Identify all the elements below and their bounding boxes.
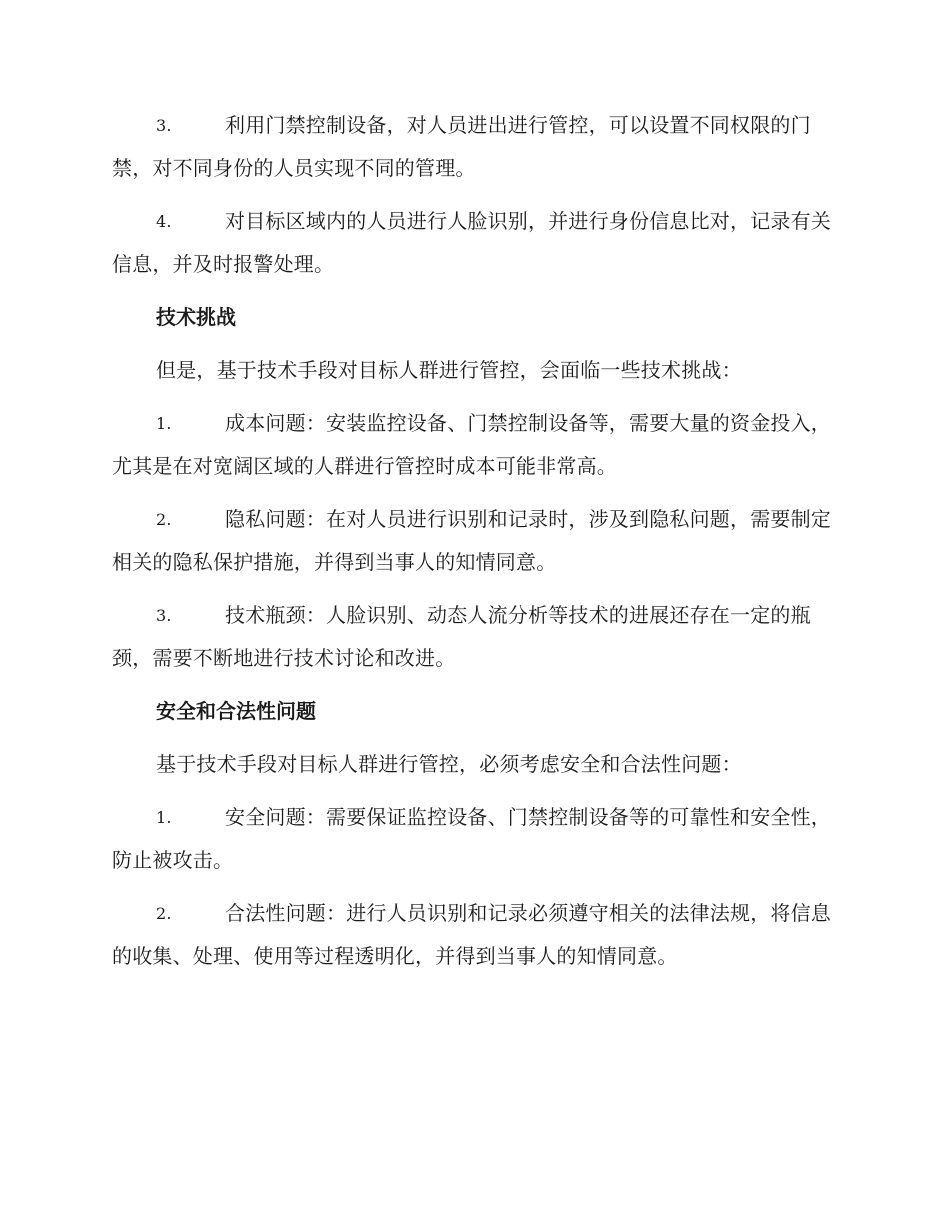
list-text: 合法性问题：进行人员识别和记录必须遵守相关的法律法规，将信息的收集、处理、使用等过程透明化，并得到当事人的知情同意。 bbox=[112, 901, 831, 968]
list-text: 隐私问题：在对人员进行识别和记录时，涉及到隐私问题，需要制定相关的隐私保护措施，并得到当事人的知情同意。 bbox=[112, 507, 831, 574]
list-text: 安全问题：需要保证监控设备、门禁控制设备等的可靠性和安全性，防止被攻击。 bbox=[112, 805, 831, 872]
section-intro: 但是，基于技术手段对目标人群进行管控，会面临一些技术挑战： bbox=[156, 358, 742, 382]
section-heading-tech-challenges: 技术挑战 bbox=[156, 305, 236, 329]
list-number: 2. bbox=[156, 904, 172, 923]
list-item bbox=[112, 402, 832, 488]
list-number: 3. bbox=[156, 116, 172, 135]
list-text: 技术瓶颈：人脸识别、动态人流分析等技术的进展还存在一定的瓶颈，需要不断地进行技术讨论和改进。 bbox=[112, 603, 811, 670]
list-number: 3. bbox=[156, 606, 172, 625]
list-item bbox=[112, 892, 832, 978]
list-number: 1. bbox=[156, 808, 172, 827]
section-heading-safety-legality: 安全和合法性问题 bbox=[156, 699, 316, 723]
list-item bbox=[112, 498, 832, 584]
list-item bbox=[112, 594, 832, 680]
section-intro: 基于技术手段对目标人群进行管控，必须考虑安全和合法性问题： bbox=[156, 752, 742, 776]
list-item bbox=[112, 796, 832, 882]
list-item bbox=[112, 200, 832, 286]
list-item bbox=[112, 104, 832, 190]
list-number: 4. bbox=[156, 212, 172, 231]
list-text: 利用门禁控制设备，对人员进出进行管控，可以设置不同权限的门禁，对不同身份的人员实现不同的管理。 bbox=[112, 113, 811, 180]
list-text: 对目标区域内的人员进行人脸识别，并进行身份信息比对，记录有关信息，并及时报警处理。 bbox=[112, 209, 831, 276]
list-number: 2. bbox=[156, 510, 172, 529]
list-text: 成本问题：安装监控设备、门禁控制设备等，需要大量的资金投入，尤其是在对宽阔区域的人群进行管控时成本可能非常高。 bbox=[112, 411, 831, 478]
list-number: 1. bbox=[156, 414, 172, 433]
